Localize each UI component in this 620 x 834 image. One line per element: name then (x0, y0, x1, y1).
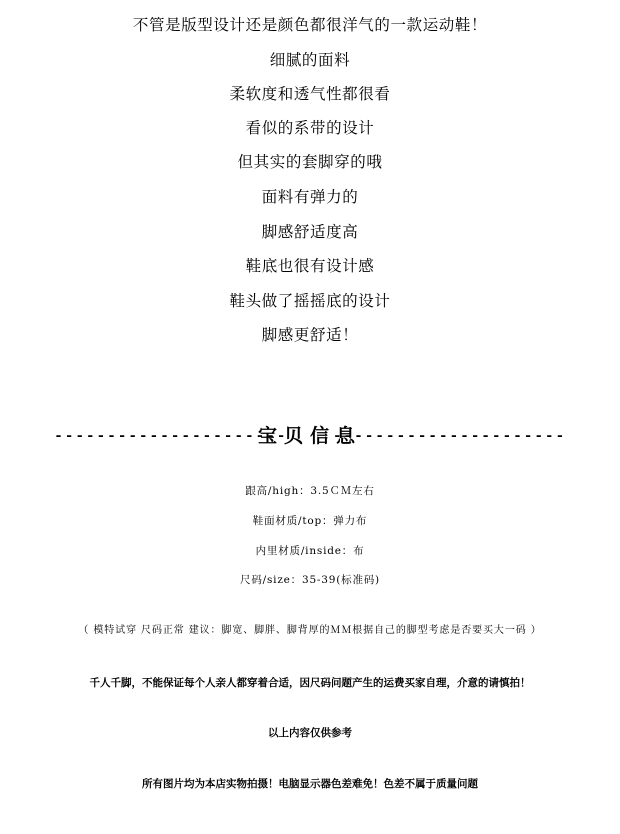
intro-line: 但其实的套脚穿的哦 (237, 153, 383, 171)
intro-line: 脚感更舒适！ (261, 326, 359, 344)
photo-color-note: 所有图片均为本店实物拍摄！电脑显示器色差难免！色差不属于质量问题 (142, 778, 478, 790)
spec-upper-material: 鞋面材质/top：弹力布 (252, 515, 368, 527)
spec-lining-material: 内里材质/inside：布 (255, 545, 365, 557)
intro-line: 鞋头做了摇摇底的设计 (229, 292, 391, 310)
intro-line: 细腻的面料 (269, 51, 351, 69)
reference-note: 以上内容仅供参考 (268, 727, 352, 739)
intro-line: 柔软度和透气性都很看 (229, 85, 391, 103)
fit-disclaimer: 千人千脚，不能保证每个人亲人都穿着合适，因尺码问题产生的运费买家自理，介意的请慎拍！ (89, 677, 531, 689)
spec-size: 尺码/size：35-39(标准码) (240, 574, 380, 586)
size-suggestion-note: （ 模特试穿 尺码正常 建议：脚宽、脚胖、脚背厚的ＭＭ根据自己的脚型考虑是否要买大一码 ） (78, 625, 542, 636)
section-title: 宝贝信息 (257, 425, 362, 447)
intro-line: 看似的系带的设计 (245, 119, 375, 137)
section-header (0, 424, 620, 450)
intro-line: 不管是版型设计还是颜色都很洋气的一款运动鞋！ (132, 16, 488, 34)
divider-dashes-left: ---------------------- (54, 428, 288, 445)
intro-line: 脚感舒适度高 (261, 223, 359, 241)
divider-dashes-right: ---------------------- (332, 428, 566, 445)
intro-line: 面料有弹力的 (261, 188, 359, 206)
intro-line: 鞋底也很有设计感 (245, 257, 375, 275)
spec-heel-height: 跟高/high：3.5ＣＭ左右 (245, 485, 375, 497)
